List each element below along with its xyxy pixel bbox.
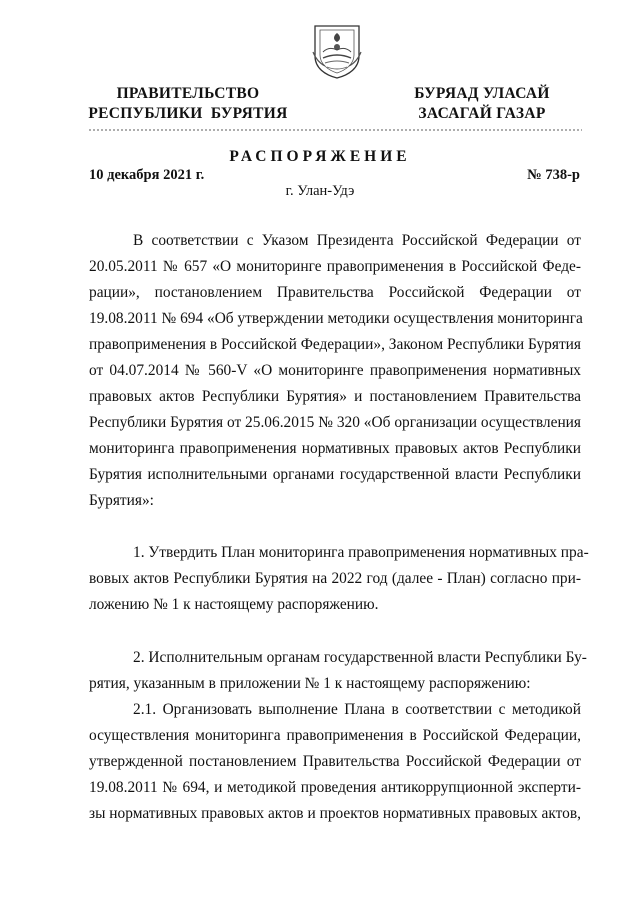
text-line: Республики Бурятия от 25.06.2015 № 320 «Об организации осуществления — [89, 414, 581, 431]
text-line: вовых актов Республики Бурятия на 2022 год (далее - План) согласно при- — [89, 570, 581, 587]
text-line: 2.1. Организовать выполнение Плана в соответствии с методикой — [133, 701, 581, 718]
text-line: утвержденной постановлением Правительства Российской Федерации от — [89, 753, 581, 770]
document-number: № 738-р — [527, 167, 580, 183]
text-line: 19.08.2011 № 694 «Об утверждении методики осуществления мониторинга — [89, 310, 583, 327]
text-line: ложению № 1 к настоящему распоряжению. — [89, 596, 379, 613]
text-line: В соответствии с Указом Президента Российской Федерации от — [133, 232, 581, 249]
text-line: Бурятия исполнительными органами государственной власти Республики — [89, 466, 581, 483]
item-1-paragraph — [89, 540, 589, 618]
header-right-line: ЗАСАГАЙ ГАЗАР — [418, 105, 546, 122]
coat-of-arms-icon — [311, 22, 363, 80]
text-line: правовых актов Республики Бурятия» и постановлением Правительства — [89, 388, 581, 405]
header-left-line: ПРАВИТЕЛЬСТВО — [116, 85, 260, 102]
text-line: мониторинга правоприменения нормативных правовых актов Республики — [89, 440, 581, 457]
text-line: от 04.07.2014 № 560-V «О мониторинге правоприменения нормативных — [89, 362, 581, 379]
text-line: 2. Исполнительным органам государственной власти Республики Бу- — [133, 649, 587, 666]
document-city: г. Улан-Удэ — [285, 183, 355, 199]
document-date: 10 декабря 2021 г. — [89, 167, 205, 183]
preamble-paragraph — [89, 228, 581, 514]
document-title: РАСПОРЯЖЕНИЕ — [229, 148, 411, 165]
item-2-paragraph — [89, 645, 587, 697]
text-line: правоприменения в Российской Федерации», Законом Республики Бурятия — [89, 336, 581, 353]
header-right-line: БУРЯАД УЛАСАЙ — [414, 85, 550, 102]
text-line: Бурятия»: — [89, 492, 154, 509]
text-line: 20.05.2011 № 657 «О мониторинге правоприменения в Российской Феде- — [89, 258, 581, 275]
dotted-divider — [88, 128, 582, 132]
government-name-buryat — [412, 84, 552, 124]
text-line: 1. Утвердить План мониторинга правоприменения нормативных пра- — [133, 544, 589, 561]
text-line: рятия, указанным в приложении № 1 к настоящему распоряжению: — [89, 675, 531, 692]
text-line: 19.08.2011 № 694, и методикой проведения антикоррупционной эксперти- — [89, 779, 581, 796]
item-2-1-paragraph — [89, 697, 581, 827]
header-left-line: РЕСПУБЛИКИ БУРЯТИЯ — [88, 105, 288, 122]
government-name-russian — [88, 84, 288, 124]
text-line: рации», постановлением Правительства Российской Федерации от — [89, 284, 581, 301]
text-line: зы нормативных правовых актов и проектов нормативных правовых актов, — [89, 805, 581, 822]
text-line: осуществления мониторинга правоприменения в Российской Федерации, — [89, 727, 581, 744]
